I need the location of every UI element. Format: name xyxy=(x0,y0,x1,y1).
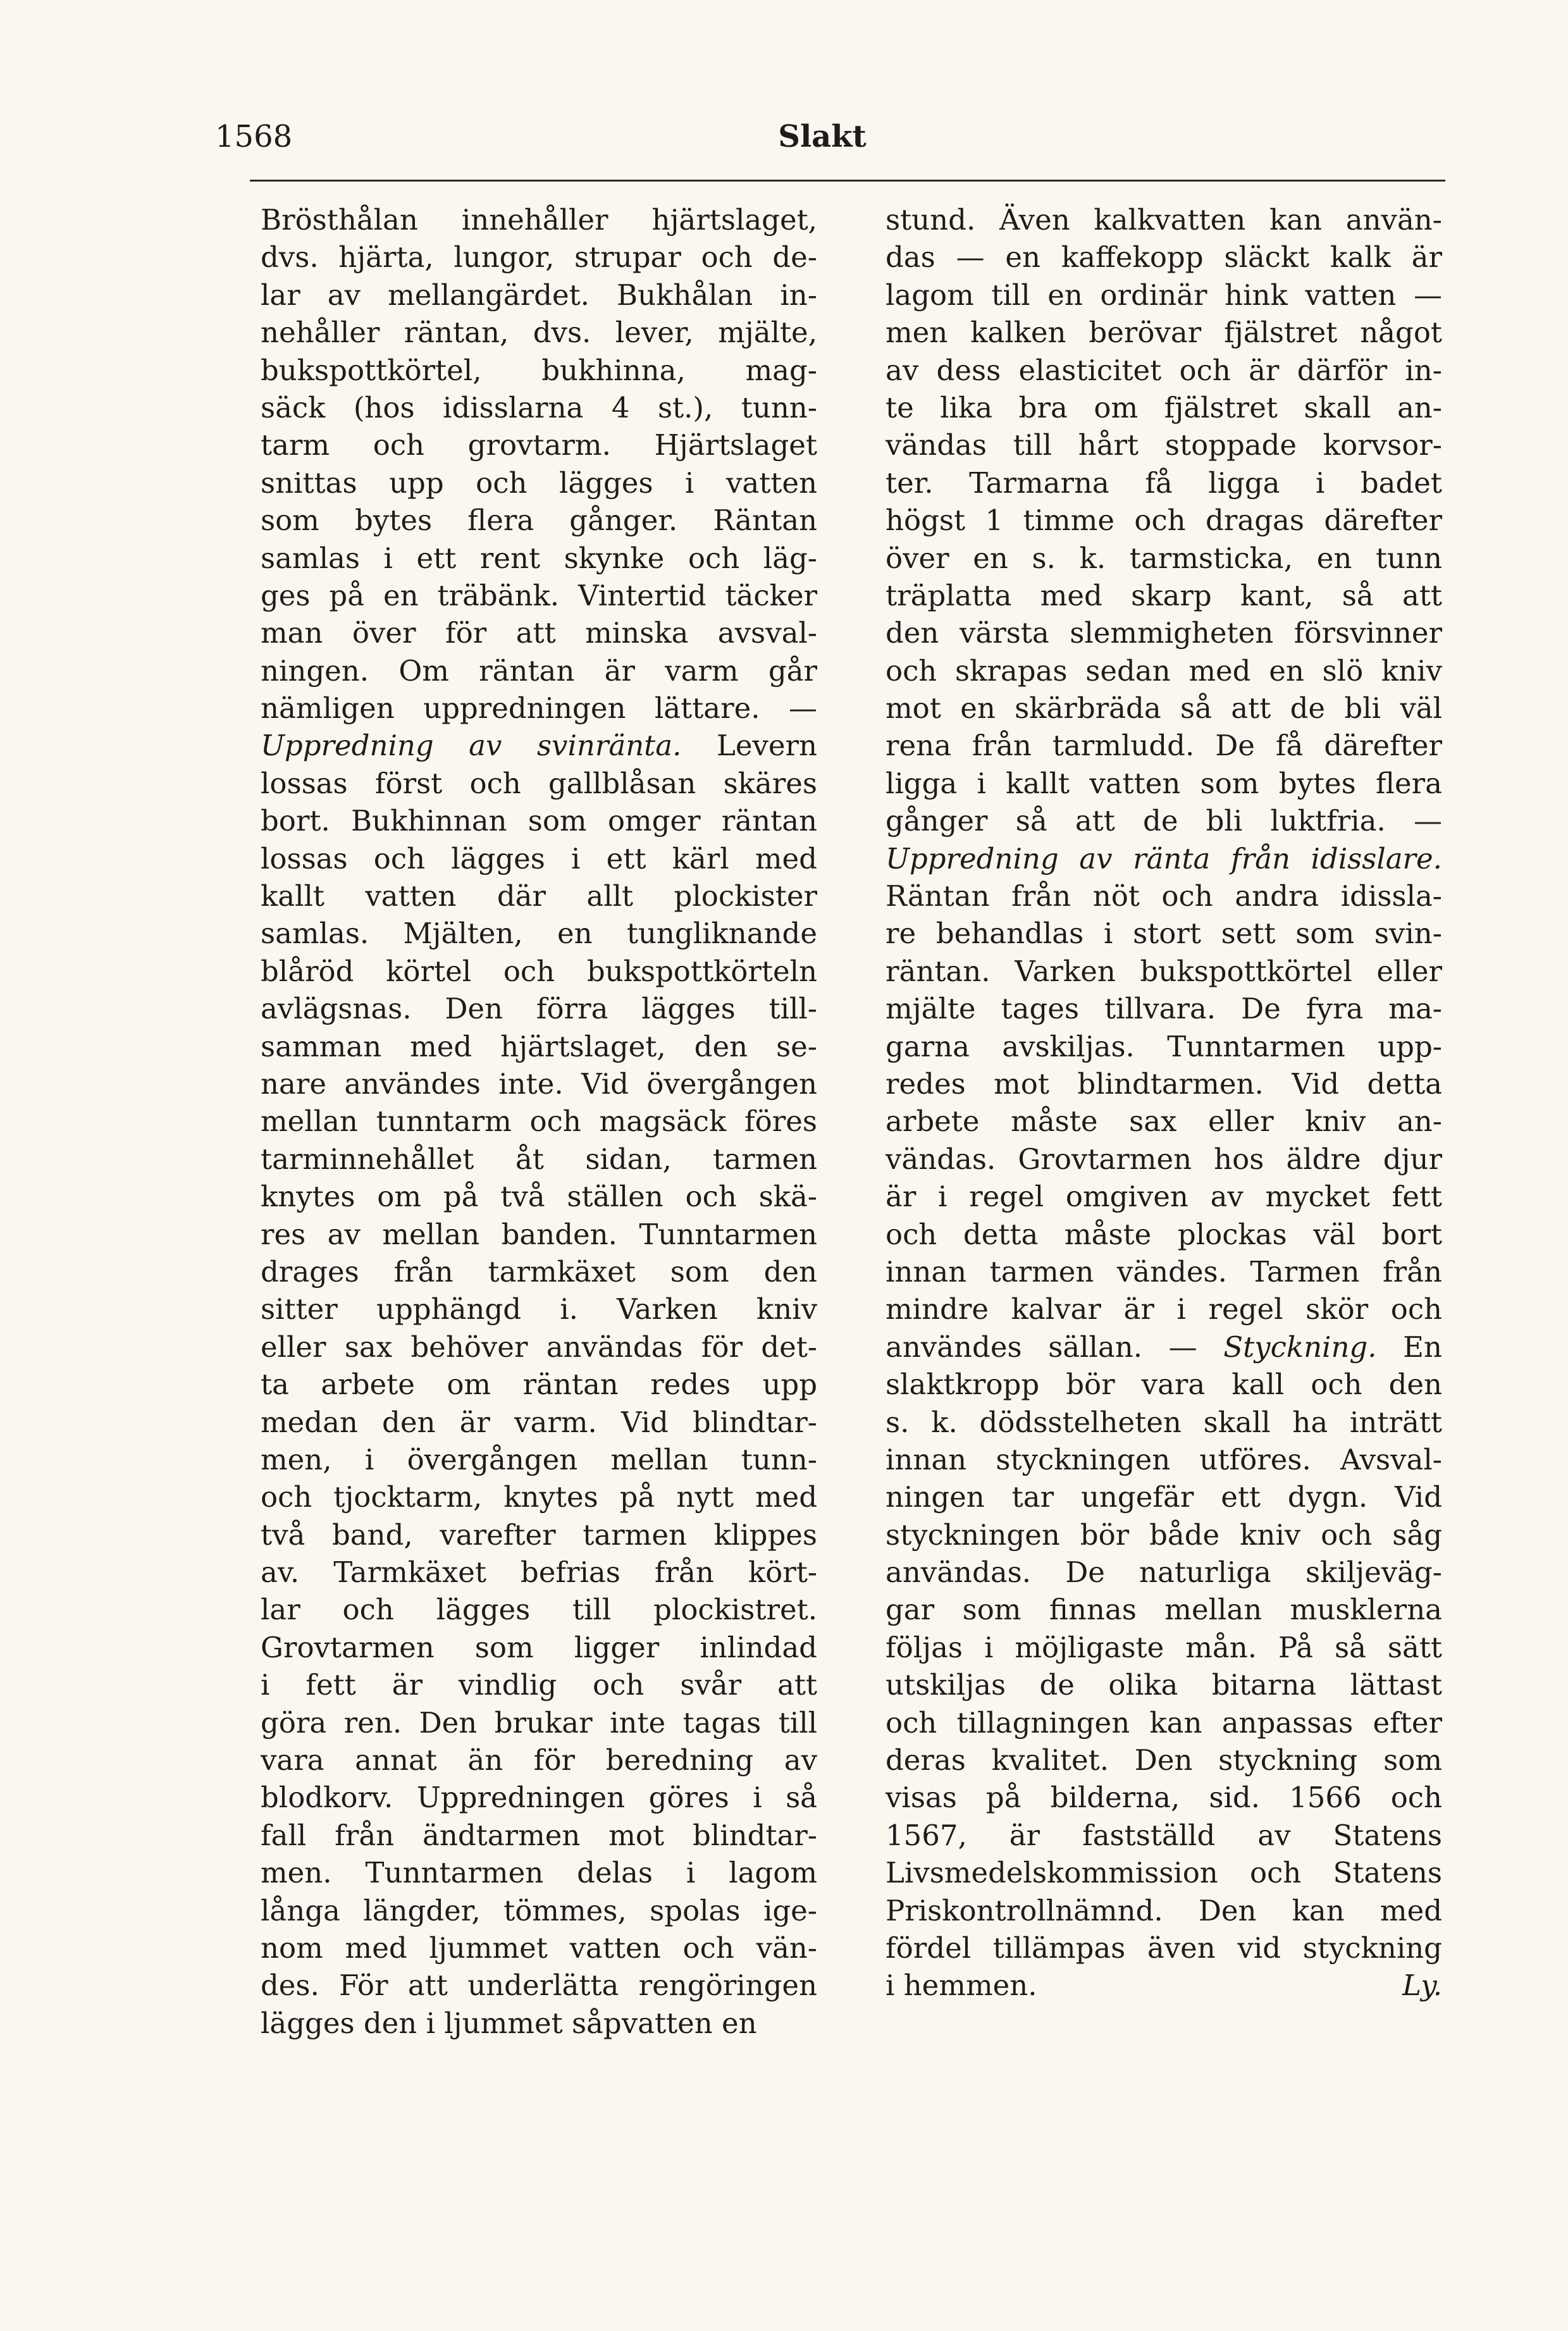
text-line xyxy=(886,1178,1442,1215)
text-run: deras kvalitet. Den styckning som xyxy=(886,1743,1442,1778)
text-run: blodkorv. Uppredningen göres i så xyxy=(261,1781,817,1815)
text-run: re behandlas i stort sett som svin- xyxy=(886,917,1442,951)
text-line xyxy=(886,840,1442,877)
text-line xyxy=(261,1404,817,1441)
text-line xyxy=(261,1666,817,1703)
text-line xyxy=(261,652,817,689)
text-run: ter. Tarmarna få ligga i badet xyxy=(886,466,1442,500)
italic-heading: Uppredning av ränta från idisslare. xyxy=(886,841,1442,875)
running-title: Slakt xyxy=(778,119,867,154)
text-line xyxy=(886,1554,1442,1591)
text-line xyxy=(261,1065,817,1103)
text-line xyxy=(261,1967,817,2004)
text-line xyxy=(261,1141,817,1178)
text-run: slaktkropp bör vara kall och den xyxy=(886,1368,1442,1402)
text-line xyxy=(261,1290,817,1328)
text-run: mindre kalvar är i regel skör och xyxy=(886,1292,1442,1326)
page-number: 1568 xyxy=(215,119,293,154)
text-line xyxy=(886,765,1442,802)
text-run: lossas först och gallblåsan skäres xyxy=(261,766,817,800)
text-run: res av mellan banden. Tunntarmen xyxy=(261,1217,817,1251)
text-run: tarminnehållet åt sidan, tarmen xyxy=(261,1142,817,1176)
text-line xyxy=(261,577,817,614)
text-line xyxy=(886,1929,1442,1967)
text-run: ningen tar ungefär ett dygn. Vid xyxy=(886,1480,1442,1514)
text-run: redes mot blindtarmen. Vid detta xyxy=(886,1067,1442,1101)
left-column xyxy=(261,201,817,2042)
text-run: En xyxy=(1376,1330,1442,1364)
text-line xyxy=(261,1854,817,1891)
text-line xyxy=(261,1554,817,1591)
text-line xyxy=(261,1892,817,1929)
text-line xyxy=(261,1216,817,1253)
text-line xyxy=(261,1704,817,1741)
text-line xyxy=(886,1404,1442,1441)
text-line xyxy=(886,689,1442,727)
text-line xyxy=(886,1817,1442,1854)
text-line xyxy=(261,1178,817,1215)
text-line xyxy=(261,276,817,314)
text-run: högst 1 timme och dragas därefter xyxy=(886,504,1442,538)
text-run: säck (hos idisslarna 4 st.), tunn- xyxy=(261,390,817,424)
text-line xyxy=(886,614,1442,652)
closing-line xyxy=(886,1967,1442,2004)
text-line xyxy=(261,464,817,502)
text-line xyxy=(886,314,1442,351)
text-line xyxy=(261,1478,817,1516)
text-line xyxy=(261,953,817,990)
text-line xyxy=(886,276,1442,314)
text-run: knytes om på två ställen och skä- xyxy=(261,1180,817,1214)
text-run: användes sällan. — xyxy=(886,1330,1224,1364)
text-run: lagom till en ordinär hink vatten — xyxy=(886,278,1442,312)
text-run: dvs. hjärta, lungor, strupar och de- xyxy=(261,240,817,275)
text-line xyxy=(886,1441,1442,1478)
text-line xyxy=(261,2005,817,2042)
text-run: Grovtarmen som ligger inlindad xyxy=(261,1630,817,1664)
text-run: samlas. Mjälten, en tungliknande xyxy=(261,917,817,951)
text-run: innan styckningen utföres. Avsval- xyxy=(886,1442,1442,1476)
text-run: träplatta med skarp kant, så att xyxy=(886,578,1442,612)
text-line xyxy=(886,1629,1442,1666)
text-line xyxy=(886,238,1442,276)
text-run: är i regel omgiven av mycket fett xyxy=(886,1180,1442,1214)
text-run: medan den är varm. Vid blindtar- xyxy=(261,1405,817,1439)
text-run: nämligen uppredningen lättare. — xyxy=(261,691,817,726)
text-run: men. Tunntarmen delas i lagom xyxy=(261,1856,817,1890)
text-run: som bytes flera gånger. Räntan xyxy=(261,504,817,538)
text-line xyxy=(261,1929,817,1967)
text-run: kallt vatten där allt plockister xyxy=(261,879,817,913)
text-line xyxy=(886,389,1442,426)
text-line xyxy=(886,1741,1442,1779)
text-run: blåröd körtel och bukspottkörteln xyxy=(261,954,817,988)
text-run: ningen. Om räntan är varm går xyxy=(261,653,817,688)
text-line xyxy=(886,1478,1442,1516)
text-line xyxy=(261,238,817,276)
text-line xyxy=(261,802,817,839)
text-run: stund. Även kalkvatten kan använ- xyxy=(886,203,1442,237)
text-run: snittas upp och lägges i vatten xyxy=(261,466,817,500)
text-line xyxy=(261,915,817,952)
text-line xyxy=(886,426,1442,464)
text-line xyxy=(886,727,1442,764)
text-line xyxy=(261,1817,817,1854)
text-line xyxy=(886,1216,1442,1253)
text-run: te lika bra om fjälstret skall an- xyxy=(886,390,1442,424)
text-run: bukspottkörtel, bukhinna, mag- xyxy=(261,353,817,387)
text-line xyxy=(261,1741,817,1779)
text-line xyxy=(261,389,817,426)
text-run: men, i övergången mellan tunn- xyxy=(261,1442,817,1476)
text-run: eller sax behöver användas för det- xyxy=(261,1330,817,1364)
text-line xyxy=(886,577,1442,614)
text-run: s. k. dödsstelheten skall ha inträtt xyxy=(886,1405,1442,1439)
text-run: men kalken berövar fjälstret något xyxy=(886,316,1442,350)
text-run: den värsta slemmigheten försvinner xyxy=(886,616,1442,650)
text-run: visas på bilderna, sid. 1566 och xyxy=(886,1781,1442,1815)
text-line xyxy=(261,201,817,238)
text-line xyxy=(261,1253,817,1290)
text-run: sitter upphängd i. Varken kniv xyxy=(261,1292,817,1326)
text-line xyxy=(886,1028,1442,1065)
text-line xyxy=(261,765,817,802)
text-run: innan tarmen vändes. Tarmen från xyxy=(886,1254,1442,1289)
text-run: användas. De naturliga skiljeväg- xyxy=(886,1555,1442,1590)
text-line xyxy=(261,614,817,652)
text-line xyxy=(886,802,1442,839)
text-run: Räntan från nöt och andra idissla- xyxy=(886,879,1442,913)
text-run: lägges den i ljummet såpvatten en xyxy=(261,2006,757,2040)
text-line xyxy=(261,1103,817,1140)
text-run: das — en kaffekopp släckt kalk är xyxy=(886,240,1442,275)
text-run: lar och lägges till plockistret. xyxy=(261,1593,817,1627)
text-line xyxy=(261,840,817,877)
text-line xyxy=(886,464,1442,502)
text-run: lossas och lägges i ett kärl med xyxy=(261,841,817,875)
text-line xyxy=(261,877,817,915)
text-line xyxy=(886,1516,1442,1554)
text-line xyxy=(261,314,817,351)
text-run: utskiljas de olika bitarna lättast xyxy=(886,1668,1442,1702)
text-line xyxy=(886,1666,1442,1703)
text-run: ta arbete om räntan redes upp xyxy=(261,1368,817,1402)
text-line xyxy=(261,1591,817,1628)
text-run: två band, varefter tarmen klippes xyxy=(261,1518,817,1552)
text-run: Livsmedelskommission och Statens xyxy=(886,1856,1442,1890)
text-run: fördel tillämpas även vid styckning xyxy=(886,1931,1442,1965)
text-line xyxy=(886,1253,1442,1290)
author-signature: Ly. xyxy=(1402,1969,1442,2003)
text-run: vara annat än för beredning av xyxy=(261,1743,817,1778)
text-run: man över för att minska avsval- xyxy=(261,616,817,650)
text-run: nom med ljummet vatten och vän- xyxy=(261,1931,817,1965)
text-line xyxy=(886,1103,1442,1140)
text-line xyxy=(261,689,817,727)
text-run: över en s. k. tarmsticka, en tunn xyxy=(886,541,1442,575)
text-run: gånger så att de bli luktfria. — xyxy=(886,804,1442,838)
text-line xyxy=(886,1591,1442,1628)
text-line xyxy=(261,1366,817,1403)
text-run: tarm och grovtarm. Hjärtslaget xyxy=(261,428,817,462)
text-line xyxy=(886,915,1442,952)
text-run: Levern xyxy=(681,729,817,763)
text-run: rena från tarmludd. De få därefter xyxy=(886,729,1442,763)
text-line xyxy=(886,1892,1442,1929)
text-run: och detta måste plockas väl bort xyxy=(886,1217,1442,1251)
text-line xyxy=(261,727,817,764)
text-line xyxy=(261,1629,817,1666)
text-run: vändas. Grovtarmen hos äldre djur xyxy=(886,1142,1442,1176)
text-run: ges på en träbänk. Vintertid täcker xyxy=(261,578,817,612)
text-run: 1567, är fastställd av Statens xyxy=(886,1818,1442,1852)
text-line xyxy=(886,953,1442,990)
text-line xyxy=(886,877,1442,915)
text-run: av. Tarmkäxet befrias från kört- xyxy=(261,1555,817,1590)
text-line xyxy=(261,426,817,464)
text-line xyxy=(261,352,817,389)
text-line xyxy=(886,990,1442,1027)
text-line xyxy=(886,1290,1442,1328)
text-run: styckningen bör både kniv och såg xyxy=(886,1518,1442,1552)
text-line xyxy=(886,1141,1442,1178)
text-run: samman med hjärtslaget, den se- xyxy=(261,1029,817,1063)
text-run: i fett är vindlig och svår att xyxy=(261,1668,817,1702)
text-run: Priskontrollnämnd. Den kan med xyxy=(886,1893,1442,1927)
text-run: avlägsnas. Den förra lägges till- xyxy=(261,992,817,1026)
text-run: mot en skärbräda så att de bli väl xyxy=(886,691,1442,726)
text-run: mjälte tages tillvara. De fyra ma- xyxy=(886,992,1442,1026)
header-rule xyxy=(250,180,1445,182)
text-line xyxy=(886,352,1442,389)
text-line xyxy=(261,1516,817,1554)
text-line xyxy=(261,502,817,539)
text-line xyxy=(886,1704,1442,1741)
text-run: och tjocktarm, knytes på nytt med xyxy=(261,1480,817,1514)
text-line xyxy=(886,652,1442,689)
text-run: göra ren. Den brukar inte tagas till xyxy=(261,1705,817,1740)
right-column xyxy=(886,201,1442,2005)
text-line xyxy=(886,1328,1442,1366)
text-run: långa längder, tömmes, spolas ige- xyxy=(261,1893,817,1927)
text-run: samlas i ett rent skynke och läg- xyxy=(261,541,817,575)
text-line xyxy=(261,1779,817,1816)
text-run: lar av mellangärdet. Bukhålan in- xyxy=(261,278,817,312)
text-run: och skrapas sedan med en slö kniv xyxy=(886,653,1442,688)
text-run: nehåller räntan, dvs. lever, mjälte, xyxy=(261,316,817,350)
text-line xyxy=(261,1441,817,1478)
text-run: och tillagningen kan anpassas efter xyxy=(886,1705,1442,1740)
text-run: mellan tunntarm och magsäck föres xyxy=(261,1104,817,1139)
italic-heading: Styckning. xyxy=(1223,1330,1377,1364)
text-run: nare användes inte. Vid övergången xyxy=(261,1067,817,1101)
text-run: följas i möjligaste mån. På så sätt xyxy=(886,1630,1442,1664)
text-line xyxy=(886,540,1442,577)
text-run: ligga i kallt vatten som bytes flera xyxy=(886,766,1442,800)
text-line xyxy=(886,1779,1442,1816)
text-line xyxy=(261,990,817,1027)
text-line xyxy=(886,1065,1442,1103)
text-run: des. För att underlätta rengöringen xyxy=(261,1969,817,2003)
italic-heading: Uppredning av svinränta. xyxy=(261,729,682,763)
text-run: arbete måste sax eller kniv an- xyxy=(886,1104,1442,1139)
text-run: fall från ändtarmen mot blindtar- xyxy=(261,1818,817,1852)
text-run: garna avskiljas. Tunntarmen upp- xyxy=(886,1029,1442,1063)
text-run: gar som finnas mellan musklerna xyxy=(886,1593,1442,1627)
text-line xyxy=(261,540,817,577)
text-line xyxy=(886,502,1442,539)
text-run: räntan. Varken bukspottkörtel eller xyxy=(886,954,1442,988)
text-run: vändas till hårt stoppade korvsor- xyxy=(886,428,1442,462)
text-line xyxy=(886,201,1442,238)
text-run: drages från tarmkäxet som den xyxy=(261,1254,817,1289)
text-run: av dess elasticitet och är därför in- xyxy=(886,353,1442,387)
text-run: i hemmen. xyxy=(886,1969,1037,2003)
text-run: Brösthålan innehåller hjärtslaget, xyxy=(261,203,817,237)
text-run: bort. Bukhinnan som omger räntan xyxy=(261,804,817,838)
text-line xyxy=(261,1028,817,1065)
text-line xyxy=(261,1328,817,1366)
text-line xyxy=(886,1366,1442,1403)
text-line xyxy=(886,1854,1442,1891)
